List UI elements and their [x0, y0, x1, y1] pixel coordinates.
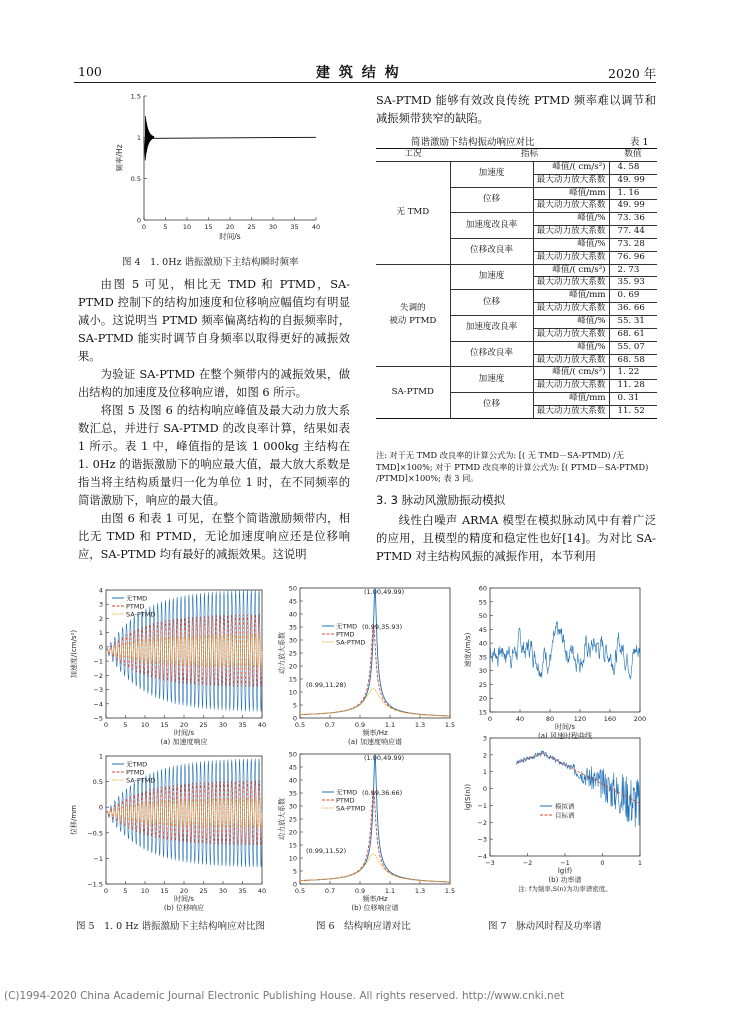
peak-annotation: (0.99,11.28) — [306, 681, 347, 689]
y-tick-label: 2 — [482, 751, 487, 760]
legend-label: 无TMD — [336, 622, 358, 631]
y-tick-label: 20 — [288, 662, 297, 671]
legend-label: PTMD — [336, 630, 355, 639]
y-tick-label: 1 — [98, 752, 103, 761]
y-tick-label: 1.5 — [130, 92, 141, 101]
table-value: 1. 22 — [609, 367, 657, 380]
y-tick-label: −3 — [477, 835, 487, 844]
paragraph: 为验证 SA-PTMD 在整个频带内的减振效果，做出结构的加速度及位移响应谱，如图 6 所示。 — [78, 368, 350, 399]
table-sub: 最大动力放大系数 — [533, 200, 609, 213]
y-tick-label: 1 — [482, 768, 487, 777]
x-tick-label: 1 — [637, 859, 643, 867]
table-group: 失调的 被动 PTMD — [376, 264, 450, 367]
y-tick-label: 20 — [478, 694, 487, 703]
table-header: 工况 — [404, 149, 422, 159]
series-line-ptmd — [300, 622, 450, 716]
subfigure-note: 注: f为频率,S(n)为功率谱密度。 — [518, 885, 612, 893]
peak-annotation: (0.99,36.66) — [362, 789, 403, 797]
subfigure-label: (b) 位移响应谱 — [351, 904, 399, 912]
y-axis-label: 位移/mm — [70, 805, 78, 835]
subfigure-label: (a) 风速时程曲线 — [538, 732, 592, 740]
x-tick-label: 80 — [545, 715, 555, 723]
y-tick-label: 0 — [482, 785, 487, 794]
year: 2020 年 — [608, 66, 657, 81]
y-tick-label: −1 — [93, 854, 103, 863]
x-tick-label: 120 — [573, 715, 587, 723]
table1-note: 注: 对于无 TMD 改良率的计算公式为: [( 无 TMD－SA-PTMD) /无 TMD]×100%; 对于 PTMD 改良率的计算公式为: [( PTMD－SA-PTMD) /PTMD]×100%; 表 3 同。 — [376, 450, 649, 483]
fig4-chart — [108, 88, 328, 248]
table-header: 数值 — [624, 149, 642, 159]
y-tick-label: 35 — [288, 623, 297, 632]
table-value: 68. 61 — [609, 328, 657, 341]
table1-label: 表 1 — [630, 137, 649, 148]
x-tick-label: 5 — [123, 721, 128, 729]
table1 — [376, 148, 657, 419]
x-tick-label: 15 — [204, 223, 213, 231]
table-indicator: 加速度 — [450, 161, 533, 187]
table-sub: 峰值/% — [533, 315, 609, 328]
fig6b-chart — [276, 746, 458, 922]
paragraph: 由图 5 可见，相比无 TMD 和 PTMD，SA-PTMD 控制下的结构加速度和位移响应幅值均有明显减小。这说明当 PTMD 频率偏离结构的自振频率时，SA-PTMD 能实时调节自身频率以取得更好的减振效果。 — [78, 278, 350, 363]
y-tick-label: 35 — [478, 653, 487, 662]
legend-label: PTMD — [336, 796, 355, 805]
table-sub: 最大动力放大系数 — [533, 226, 609, 239]
x-tick-label: 40 — [257, 721, 267, 729]
header-rule — [74, 82, 656, 83]
table-value: 1. 16 — [609, 187, 657, 200]
series-line-notmd — [300, 754, 450, 882]
x-tick-label: 0.7 — [324, 887, 336, 895]
y-tick-label: 50 — [478, 612, 487, 621]
fig7-caption: 图 7 脉动风时程及功率谱 — [488, 921, 602, 932]
x-tick-label: 40 — [515, 715, 525, 723]
x-tick-label: 160 — [603, 715, 617, 723]
x-tick-label: −2 — [522, 859, 533, 867]
table-value: 36. 66 — [609, 303, 657, 316]
left-text — [78, 276, 350, 564]
y-axis-label: 动力放大系数 — [278, 632, 286, 674]
legend-label: 无TMD — [126, 594, 148, 603]
y-tick-label: 3 — [482, 734, 487, 743]
y-axis-label: 速度/(m/s) — [464, 632, 472, 668]
table-value: 0. 69 — [609, 290, 657, 303]
y-tick-label: 30 — [288, 636, 297, 645]
x-tick-label: 35 — [238, 887, 247, 895]
y-tick-label: 3 — [98, 600, 103, 609]
legend-label: 模拟谱 — [555, 802, 575, 811]
x-tick-label: 25 — [199, 721, 208, 729]
y-tick-label: 20 — [288, 828, 297, 837]
x-tick-label: 0.9 — [354, 887, 366, 895]
fig5a-chart — [64, 580, 276, 756]
y-tick-label: 15 — [288, 675, 297, 684]
paragraph: 由图 6 和表 1 可见，在整个简谐激励频带内，相比无 TMD 和 PTMD，无论加速度响应还是位移响应，SA-PTMD 均有最好的减振效果。这说明 — [78, 512, 350, 561]
x-tick-label: 1.1 — [384, 721, 396, 729]
x-tick-label: 0 — [141, 223, 147, 231]
series-line-sa — [300, 854, 450, 882]
fig5-caption: 图 5 1. 0 Hz 谐振激励下主结构响应对比图 — [76, 921, 266, 932]
y-tick-label: −1 — [93, 657, 103, 666]
y-tick-label: 25 — [288, 815, 297, 824]
y-tick-label: 0 — [98, 803, 103, 812]
right-text — [376, 512, 656, 566]
paragraph: SA-PTMD 能够有效改良传统 PTMD 频率难以调节和减振频带狭窄的缺陷。 — [376, 94, 656, 125]
table-value: 0. 31 — [609, 393, 657, 406]
table-indicator: 加速度改良率 — [450, 213, 533, 239]
table-sub: 峰值/( cm/s²) — [533, 161, 609, 174]
y-tick-label: 0 — [136, 216, 141, 225]
table-value: 73. 36 — [609, 213, 657, 226]
journal-title: 建 筑 结 构 — [316, 65, 401, 81]
x-tick-label: 35 — [238, 721, 247, 729]
x-tick-label: 0.5 — [294, 887, 306, 895]
x-tick-label: 200 — [633, 715, 647, 723]
table-sub: 峰值/% — [533, 341, 609, 354]
y-tick-label: −4 — [93, 700, 103, 709]
page-number: 100 — [78, 64, 102, 79]
x-tick-label: 1.3 — [414, 887, 426, 895]
table-sub: 最大动力放大系数 — [533, 303, 609, 316]
y-tick-label: 60 — [478, 584, 487, 593]
y-tick-label: 0.5 — [130, 175, 141, 184]
y-tick-label: −5 — [93, 714, 103, 723]
table-indicator: 位移改良率 — [450, 238, 533, 264]
table-value: 49. 99 — [609, 200, 657, 213]
x-tick-label: 40 — [311, 223, 321, 231]
y-tick-label: 25 — [478, 680, 487, 689]
simulated-spectrum-line — [516, 751, 640, 827]
x-tick-label: 40 — [257, 887, 267, 895]
y-tick-label: −1 — [477, 801, 487, 810]
x-tick-label: 10 — [182, 223, 192, 231]
legend-label: 目标谱 — [555, 811, 575, 820]
table-group: 无 TMD — [376, 161, 450, 264]
legend-label: PTMD — [126, 602, 145, 611]
table-value: 76. 96 — [609, 251, 657, 264]
x-tick-label: −1 — [560, 859, 570, 867]
x-axis-label: 时间/s — [173, 729, 195, 737]
y-tick-label: 45 — [288, 597, 297, 606]
y-tick-label: 1 — [136, 133, 141, 142]
y-tick-label: 45 — [478, 625, 487, 634]
y-tick-label: 30 — [288, 802, 297, 811]
table-value: 77. 44 — [609, 226, 657, 239]
table-value: 55. 31 — [609, 315, 657, 328]
subfigure-label: (a) 加速度响应 — [160, 738, 208, 746]
subfigure-label: (b) 功率谱 — [548, 876, 582, 884]
peak-annotation: (0.99,11.52) — [306, 847, 347, 855]
peak-annotation: (1.00,49.99) — [364, 588, 405, 596]
table-header: 指标 — [520, 149, 539, 159]
fig5b-chart — [64, 746, 276, 922]
table-sub: 峰值/mm — [533, 187, 609, 200]
y-tick-label: 40 — [478, 639, 487, 648]
x-axis-label: 频率/Hz — [362, 729, 388, 737]
table-indicator: 加速度 — [450, 264, 533, 290]
x-tick-label: 25 — [199, 887, 208, 895]
x-tick-label: 0 — [103, 887, 109, 895]
series-line-sa — [300, 689, 450, 716]
y-tick-label: 0 — [292, 880, 297, 889]
table-sub: 峰值/( cm/s²) — [533, 367, 609, 380]
table-group: SA-PTMD — [376, 367, 450, 418]
x-tick-label: 10 — [140, 721, 150, 729]
legend-label: SA-PTMD — [336, 804, 366, 813]
y-axis-label: 频率/Hz — [115, 144, 124, 172]
paragraph: 线性白噪声 ARMA 模型在模拟脉动风中有着广泛的应用，且模型的精度和稳定性也好[14]。为对比 SA-PTMD 对主结构风振的减振作用，本节利用 — [376, 514, 656, 563]
peak-annotation: (1.00,49.99) — [364, 754, 405, 762]
y-tick-label: 35 — [288, 789, 297, 798]
plot-frame — [490, 738, 640, 856]
y-tick-label: 25 — [288, 649, 297, 658]
x-axis-label: lg(f) — [557, 867, 573, 875]
table-sub: 最大动力放大系数 — [533, 380, 609, 393]
legend-label: 无TMD — [126, 760, 148, 769]
x-axis-label: 频率/Hz — [362, 895, 388, 903]
table-sub: 峰值/% — [533, 238, 609, 251]
y-tick-label: 55 — [478, 598, 487, 607]
table-indicator: 位移 — [450, 393, 533, 418]
y-tick-label: 1 — [98, 629, 103, 638]
x-tick-label: 1.3 — [414, 721, 426, 729]
x-tick-label: 30 — [268, 223, 278, 231]
y-axis-label: 加速度/(cm/s²) — [70, 629, 78, 679]
y-tick-label: −4 — [477, 852, 487, 861]
legend-label: SA-PTMD — [336, 638, 366, 647]
subfigure-label: (a) 加速度响应谱 — [348, 738, 402, 746]
fig4-caption: 图 4 1. 0Hz 谐振激励下主结构瞬时频率 — [122, 257, 299, 268]
table-sub: 最大动力放大系数 — [533, 277, 609, 290]
y-tick-label: 30 — [478, 667, 487, 676]
paragraph: 将图 5 及图 6 的结构响应峰值及最大动力放大系数汇总，并进行 SA-PTMD 的改良率计算，结果如表 1 所示。表 1 中，峰值指的是该 1 000kg 主结构在 1. 0Hz 的谐振激励下的响应最大值，最大放大系数是指当将主结构质量归一化为单位 1 时，在不同频率的简谐激励下，响应的最大值。 — [78, 404, 350, 507]
table-value: 2. 73 — [609, 264, 657, 277]
x-tick-label: 0.5 — [294, 721, 306, 729]
table-sub: 最大动力放大系数 — [533, 328, 609, 341]
table-indicator: 位移 — [450, 187, 533, 213]
legend-label: 无TMD — [336, 788, 358, 797]
table-value: 11. 28 — [609, 380, 657, 393]
y-tick-label: 5 — [292, 701, 297, 710]
series-line-notmd — [300, 588, 450, 716]
table1-title: 简谐激励下结构振动响应对比 — [411, 137, 535, 148]
fig7b-chart — [460, 730, 656, 912]
table-sub: 最大动力放大系数 — [533, 405, 609, 417]
table-indicator: 加速度 — [450, 367, 533, 393]
legend-label: SA-PTMD — [126, 776, 156, 785]
table-indicator: 位移改良率 — [450, 341, 533, 367]
x-tick-label: 1.5 — [444, 721, 456, 729]
x-tick-label: 0 — [103, 721, 109, 729]
table-sub: 最大动力放大系数 — [533, 251, 609, 264]
x-axis-label: 时间/s — [219, 232, 241, 241]
y-tick-label: 50 — [288, 584, 297, 593]
x-tick-label: 0 — [600, 859, 605, 867]
x-tick-label: 0.7 — [324, 721, 336, 729]
x-tick-label: 5 — [123, 887, 128, 895]
x-tick-label: 25 — [247, 223, 256, 231]
table-sub: 峰值/% — [533, 213, 609, 226]
x-tick-label: 10 — [140, 887, 150, 895]
section-heading: 3. 3 脉动风激励振动模拟 — [376, 493, 506, 507]
y-tick-label: −2 — [93, 671, 103, 680]
y-tick-label: −3 — [93, 686, 103, 695]
table-sub: 峰值/( cm/s²) — [533, 264, 609, 277]
wind-speed-line — [490, 621, 640, 679]
y-tick-label: −2 — [477, 818, 487, 827]
fig6a-chart — [276, 580, 458, 756]
table-sub: 峰值/mm — [533, 393, 609, 406]
y-tick-label: 45 — [288, 763, 297, 772]
x-tick-label: 1.5 — [444, 887, 456, 895]
table-sub: 峰值/mm — [533, 290, 609, 303]
plot-frame — [300, 754, 450, 884]
x-tick-label: 30 — [218, 721, 228, 729]
table-value: 55. 07 — [609, 341, 657, 354]
fig6-caption: 图 6 结构响应谱对比 — [316, 921, 411, 932]
x-tick-label: 1.1 — [384, 887, 396, 895]
table-value: 73. 28 — [609, 238, 657, 251]
peak-annotation: (0.99,35.93) — [362, 623, 403, 631]
x-tick-label: 20 — [225, 223, 235, 231]
y-tick-label: 15 — [478, 708, 487, 717]
x-tick-label: −3 — [485, 859, 495, 867]
table-value: 4. 58 — [609, 161, 657, 174]
y-tick-label: −0.5 — [87, 829, 103, 838]
frequency-line — [144, 116, 316, 160]
series-line-ptmd — [300, 789, 450, 882]
y-tick-label: 2 — [98, 614, 103, 623]
plot-frame — [300, 588, 450, 718]
y-tick-label: 4 — [98, 586, 103, 595]
x-tick-label: 15 — [160, 721, 169, 729]
y-tick-label: −1.5 — [87, 880, 103, 889]
table-value: 49. 99 — [609, 174, 657, 187]
right-intro — [376, 92, 656, 128]
table-indicator: 加速度改良率 — [450, 315, 533, 341]
x-tick-label: 35 — [290, 223, 299, 231]
y-tick-label: 10 — [288, 854, 297, 863]
x-tick-label: 0.9 — [354, 721, 366, 729]
x-axis-label: 时间/s — [173, 895, 195, 903]
legend-label: PTMD — [126, 768, 145, 777]
y-tick-label: 40 — [288, 776, 297, 785]
y-tick-label: 0 — [98, 643, 103, 652]
table-sub: 最大动力放大系数 — [533, 174, 609, 187]
x-tick-label: 30 — [218, 887, 228, 895]
x-tick-label: 20 — [179, 887, 189, 895]
x-tick-label: 0 — [487, 715, 493, 723]
table-sub: 最大动力放大系数 — [533, 354, 609, 367]
footer-copyright: (C)1994-2020 China Academic Journal Electronic Publishing House. All rights reserved. http://www.cnki.net — [4, 990, 565, 1002]
table-value: 35. 93 — [609, 277, 657, 290]
y-tick-label: 15 — [288, 841, 297, 850]
y-axis-label: 动力放大系数 — [278, 798, 286, 840]
target-spectrum-line — [516, 753, 640, 803]
x-tick-label: 20 — [179, 721, 189, 729]
y-tick-label: 10 — [288, 688, 297, 697]
y-axis-label: lg(S(n)) — [464, 783, 472, 811]
y-tick-label: 5 — [292, 867, 297, 876]
y-tick-label: 0 — [292, 714, 297, 723]
x-axis-label: 时间/s — [554, 723, 576, 731]
subfigure-label: (b) 位移响应 — [163, 904, 205, 912]
table-indicator: 位移 — [450, 290, 533, 316]
table-value: 68. 58 — [609, 354, 657, 367]
y-tick-label: 40 — [288, 610, 297, 619]
x-tick-label: 5 — [163, 223, 168, 231]
table-value: 11. 52 — [609, 405, 657, 417]
y-tick-label: 50 — [288, 750, 297, 759]
legend-label: SA-PTMD — [126, 610, 156, 619]
x-tick-label: 15 — [160, 887, 169, 895]
y-tick-label: 0.5 — [92, 778, 103, 787]
